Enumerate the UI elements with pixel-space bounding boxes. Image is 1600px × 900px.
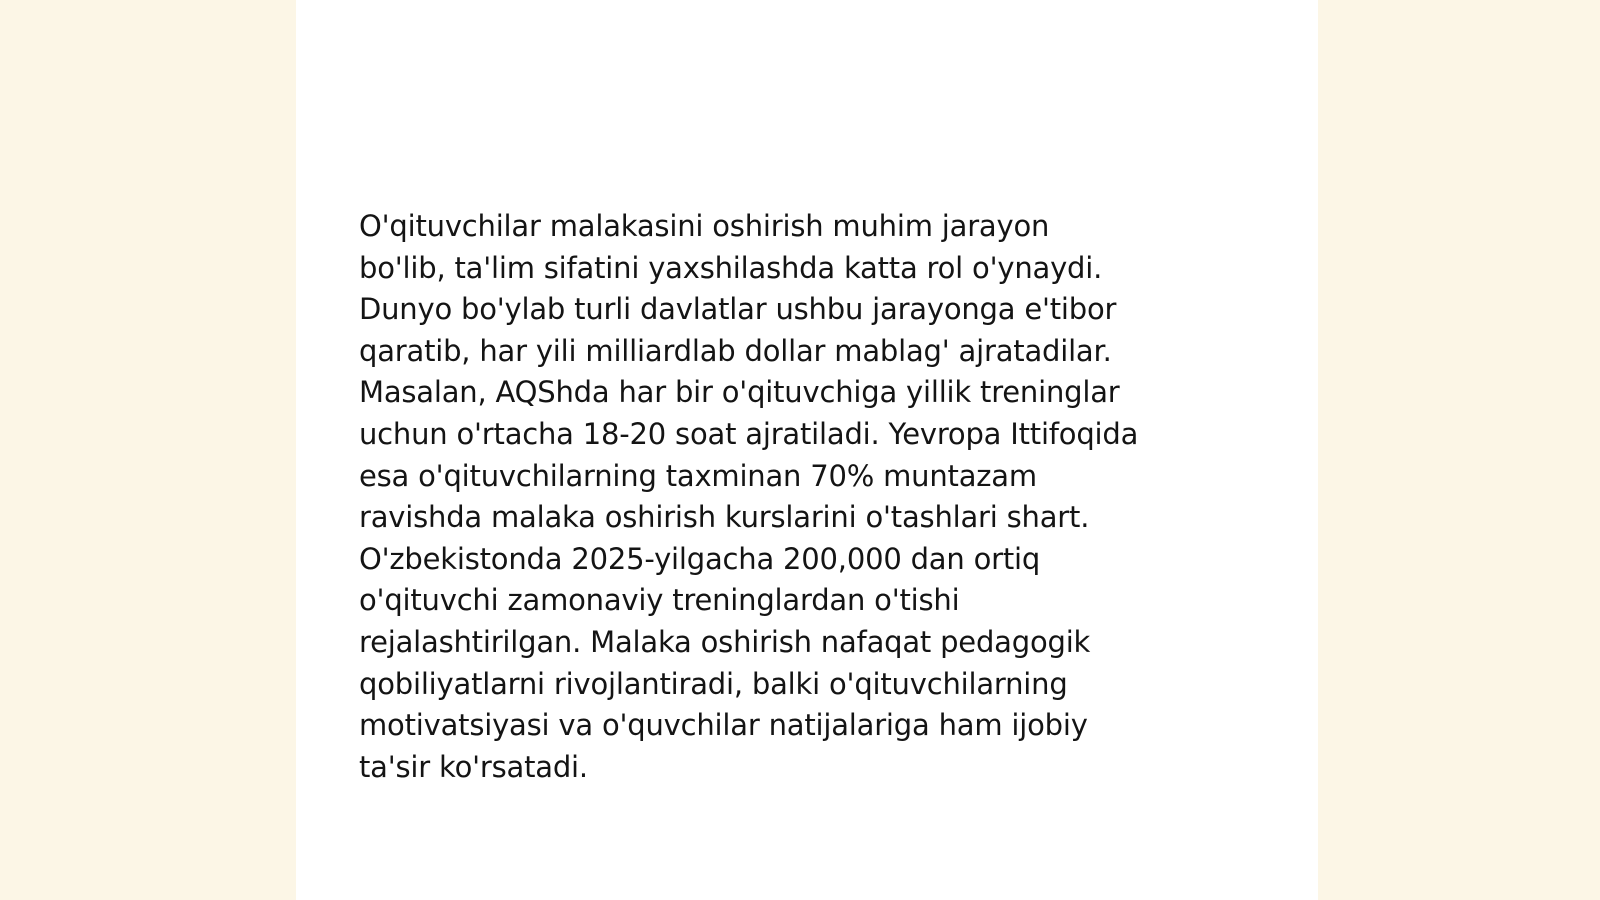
- document-page: [296, 0, 1318, 900]
- body-paragraph: O'qituvchilar malakasini oshirish muhim jarayon bo'lib, ta'lim sifatini yaxshilashda katta rol o'ynaydi. Dunyo bo'ylab turli davlatlar ushbu jarayonga e'tibor qaratib, har yili milliardlab dollar mablag' ajratadilar. Masalan, AQShda har bir o'qituvchiga yillik treninglar uchun o'rtacha 18-20 soat ajratiladi. Yevropa Ittifoqida esa o'qituvchilarning taxminan 70% muntazam ravishda malaka oshirish kurslarini o'tashlari shart. O'zbekistonda 2025-yilgacha 200,000 dan ortiq o'qituvchi zamonaviy treninglardan o'tishi rejalashtirilgan. Malaka oshirish nafaqat pedagogik qobiliyatlarni rivojlantiradi, balki o'qituvchilarning motivatsiyasi va o'quvchilar natijalariga ham ijobiy ta'sir ko'rsatadi.: [359, 209, 1139, 784]
